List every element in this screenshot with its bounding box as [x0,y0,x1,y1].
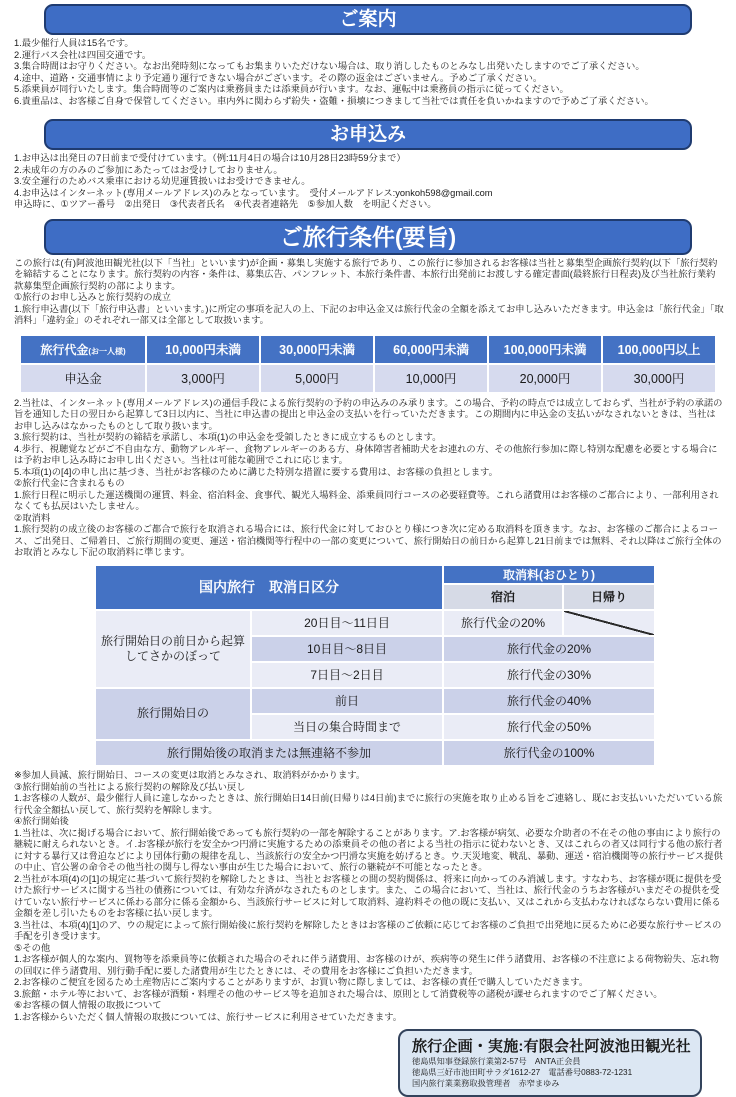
deposit-amount-cell: 30,000円 [602,364,716,393]
guide-line: 3.集合時間はお守りください。なお出発時刻になってもお集まりいただけない場合は、取り消ししたものとみなし出発いたしますのでご了承ください。 [14,61,645,72]
cancel-fee: 旅行代金の40% [443,688,655,714]
company-line: 徳島県知事登録旅行業第2-57号 ANTA正会員 [412,1057,581,1067]
cancel-group-start: 旅行開始日の [95,688,251,740]
company-title: 旅行企画・実施:有限会社阿波池田観光社 [412,1038,691,1056]
cancel-row-6 [95,740,655,766]
cancellation-table [94,564,656,767]
guide-line: 5.添乗員が同行いたします。集合時間等のご案内は乗務員または添乗員が行います。なお、運転中は乗務員の指示に従ってください。 [14,84,569,95]
deposit-amount-cell: 5,000円 [260,364,374,393]
deposit-amount-cell: 20,000円 [488,364,602,393]
conditions-paragraph: 1.旅行契約の成立後のお客様のご都合で旅行を取消される場合には、旅行代金に対しておひとり様につき次に定める取消料を頂きます。なお、お客様のご都合によるコース、ご出発日、ご帰着日、ご旅行期間の変更、運送・宿泊機関等行程中の一部の変更について、旅行開始日の前日から起算し21日前までは無料、それ以降はご旅行全体のお取消とみなし下記の取消料に準じます。 [14,524,722,558]
conditions-paragraph: ②旅行代金に含まれるもの [14,478,125,489]
company-line: 国内旅行業業務取扱管理者 赤窄まゆみ [412,1079,560,1089]
cancel-period: 前日 [251,688,443,714]
section-header-guide: ご案内 [44,4,692,35]
conditions-paragraph: 3.当社は、本項(4)[1]のア、ウの規定によって旅行開始後に旅行契約を解除したときはお客様のご依頼に応じてお客様のご負担で出発地に戻るために必要な旅行サービスの手配を引き受けます。 [14,919,722,942]
guide-line: 4.途中、道路・交通事情により予定通り運行できない場合がございます。その際の返金はございません。予めご了承ください。 [14,72,543,83]
conditions-paragraph: 1.お客様が個人的な案内、買物等を添乗員等に依頼された場合のそれに伴う諸費用、お客様のけが、疾病等の発生に伴う諸費用、お客様の不注意による荷物紛失、忘れ物の回収に伴う諸費用、別行動手配に要した諸費用が生じたときには、その費用をお客様にご負担いただきます。 [14,954,720,976]
cancel-header-row-1 [95,565,655,584]
company-lines [412,1056,688,1089]
cancel-fee: 旅行代金の100% [443,740,655,766]
deposit-amount-cell: 3,000円 [146,364,260,393]
conditions-paragraph: 1.当社は、次に掲げる場合において、旅行開始後であっても旅行契約の一部を解除することがあります。ア.お客様が病気、必要な介助者の不在その他の事由により旅行の継続に耐えられないとき。イ.お客様が旅行を安全かつ円滑に実施するための添乗員その他の者による当社の指示に従わないとき、又はこれらの者又は同行する他の旅行者に対する暴行又は脅迫などにより団体行動の規律を乱し、当該旅行の安全かつ円滑な実施を妨げるとき。ウ.天災地変、戦乱、暴動、運送・宿泊機関等の旅行サービス提供の中止、官公署の命令その他当社の関与し得ない事由が生じた場合において、旅行の継続が不可能となったとき。 [14,827,723,873]
conditions-paragraph: ①旅行のお申し込みと旅行契約の成立 [14,292,172,303]
apply-line: 2.未成年の方のみのご参加にあたってはお受けしておりません。 [14,164,283,175]
cancel-row-4 [95,688,655,714]
conditions-body3 [14,770,724,1023]
cancel-col-day: 日帰り [563,584,655,610]
cancel-period: 20日目～11日目 [251,610,443,636]
conditions-paragraph: ※参加人員減、旅行開始日、コースの変更は取消とみなされ、取消料がかかります。 [14,769,366,780]
conditions-paragraph: 1.旅行日程に明示した運送機関の運賃、料金、宿泊料金、食事代、観光入場料金、添乗員同行コースの必要経費等。これら諸費用はお客様のご都合により、一部利用されなくても払戻はいたしません。 [14,489,719,512]
conditions-paragraph: 2.お客様のご便宜を図るため土産物店にご案内することがありますが、お買い物に際しましては、お客様の責任で購入していただきます。 [14,977,589,988]
company-line: 徳島県三好市池田町サラダ1612-27 電話番号0883-72-1231 [412,1068,633,1078]
cancel-fee: 旅行代金の20% [443,636,655,662]
cancel-fee-stay: 旅行代金の20% [443,610,563,636]
cancel-fee-day-na [563,610,655,636]
conditions-paragraph: 3.旅館・ホテル等において、お客様が酒類・料理その他のサービス等を追加された場合は、原則として消費税等の諸税が課せられますのでご了解ください。 [14,988,663,999]
cancel-after-start-label: 旅行開始後の取消または無連絡不参加 [95,740,443,766]
guide-line: 2.運行バス会社は四国交通です。 [14,49,152,60]
cancel-period: 当日の集合時間まで [251,714,443,740]
section-header-conditions: ご旅行条件(要旨) [44,219,692,255]
guide-line: 6.貴重品は、お客様ご自身で保管してください。車内外に関わらず紛失・盗難・損壊につきまして当社では責任を負いかねますので予めご了承ください。 [14,95,654,106]
deposit-tier-header: 100,000円未満 [488,335,602,364]
apply-list [14,153,724,211]
deposit-row-label: 申込金 [20,364,146,393]
conditions-paragraph: ④旅行開始後 [14,816,69,827]
deposit-tier-header: 10,000円未満 [146,335,260,364]
apply-line: 4.お申込はインターネット(専用メールアドレス)のみとなっています。 受付メールアドレス:yonkoh598@gmail.com [14,187,493,198]
conditions-body2 [14,398,724,559]
apply-line: 1.お申込は出発日の7日前まで受付けています。（例:11月4日の場合は10月28日23時59分まで） [14,153,406,164]
apply-line: 3.安全運行のためバス乗車における幼児運賃扱いはお受けできません。 [14,176,311,187]
conditions-paragraph: 1.お客様からいただく個人情報の取扱については、旅行サービスに利用させていただきます。 [14,1011,402,1022]
cancel-period: 10日目～8日目 [251,636,443,662]
guide-list [14,38,724,107]
deposit-header-label: 旅行代金(お一人様) [20,335,146,364]
deposit-tier-header: 30,000円未満 [260,335,374,364]
conditions-paragraph: ②取消料 [14,512,51,523]
apply-line: 申込時に、①ツアー番号 ②出発日 ③代表者氏名 ④代表者連絡先 ⑤参加人数 を明記ください。 [14,199,437,210]
conditions-paragraph: 1.旅行申込書(以下「旅行申込書」といいます。)に所定の事項を記入の上、下記のお申込金又は旅行代金の全額を添えてお申し込みいただきます。申込金は「旅行代金」「取消料」「違約金」のそれぞれ一部又は全部として取扱います。 [14,303,724,326]
deposit-tier-header: 100,000円以上 [602,335,716,364]
conditions-paragraph: 4.歩行、視聴覚などがご不自由な方、動物アレルギー、食物アレルギーのある方、身体障害者補助犬をお連れの方、その他旅行参加に際し特別な配慮を必要とする場合には予約お申し込み時にお申し出ください。当社は可能な範囲でこれに応じます。 [14,443,718,466]
deposit-value-row [20,364,716,393]
conditions-paragraph: ③旅行開始前の当社による旅行契約の解除及び払い戻し [14,781,246,792]
deposit-table [19,334,717,394]
cancel-col-stay: 宿泊 [443,584,563,610]
conditions-paragraph: 1.お客様の人数が、最少催行人員に達しなかったときは、旅行開始日14日前(日帰りは4日前)までに旅行の実施を取り止める旨をご連絡し、既にお支払いいただいている旅行代金全額払い戻して、旅行契約を解除します。 [14,793,723,815]
conditions-paragraph: 3.旅行契約は、当社が契約の締結を承諾し、本項(1)の申込金を受領したときに成立するものとします。 [14,432,442,443]
deposit-amount-cell: 10,000円 [374,364,488,393]
guide-line: 1.最少催行人員は15名です。 [14,38,134,48]
cancel-period: 7日目～2日目 [251,662,443,688]
conditions-paragraph: ⑤その他 [14,942,51,953]
cancel-fee: 旅行代金の50% [443,714,655,740]
cancel-fee: 旅行代金の30% [443,662,655,688]
cancel-group-before: 旅行開始日の前日から起算してさかのぼって [95,610,251,688]
conditions-paragraph: 2.当社は、インターネット(専用メールアドレス)の通信手段による旅行契約の予約の申込みのみ承ります。この場合、予約の時点では成立しておらず、当社が予約の承諾の旨を通知した日の翌日から起算して3日以内に、当社に申込書の提出と申込金の支払いを行っていただきます。この期間内に申込金の支払いがなされないときは、当社はお申し込みはなかったものとして取り扱います。 [14,397,723,431]
deposit-tier-header: 60,000円未満 [374,335,488,364]
conditions-body1 [14,258,724,327]
section-header-apply: お申込み [44,119,692,150]
cancel-row-1 [95,610,655,636]
cancel-fee-header: 取消料(おひとり) [443,565,655,584]
deposit-header-row [20,335,716,364]
conditions-paragraph: 2.当社が本項(4)の[1]の規定に基づいて旅行契約を解除したときは、当社とお客様との間の契約関係は、将来に向かってのみ消滅します。すなわち、お客様が既に提供を受けた旅行サービスに関する当社の債務については、有効な弁済がなされたものとします。また、この場合において、当社は、旅行代金のうちお客様がいまだその提供を受けていない旅行サービスに係わる部分に係る金額から、当該旅行サービスに対して取消料、違約料その他の既に支払い、又はこれから支払わなければならない費用に係る金額を差し引いたものをお客様に払い戻します。 [14,873,722,919]
conditions-paragraph: この旅行は(有)阿波池田観光社(以下「当社」といいます)が企画・募集し実施する旅行であり、この旅行に参加されるお客様は当社と募集型企画旅行契約(以下「旅行契約を締結することになります。旅行契約の内容・条件は、募集広告、パンフレット、本旅行条件書、本旅行出発前にお渡しする確定書面(最終旅行日程表)及び当社旅行業約款募集型企画旅行契約の部によります。 [14,257,718,291]
conditions-paragraph: ⑥お客様の個人情報の取扱について [14,1000,162,1011]
cancel-corner-header: 国内旅行 取消日区分 [95,565,443,610]
conditions-paragraph: 5.本項(1)の[4]の申し出に基づき、当社がお客様のために講じた特別な措置に要する費用は、お客様の負担とします。 [14,466,498,477]
